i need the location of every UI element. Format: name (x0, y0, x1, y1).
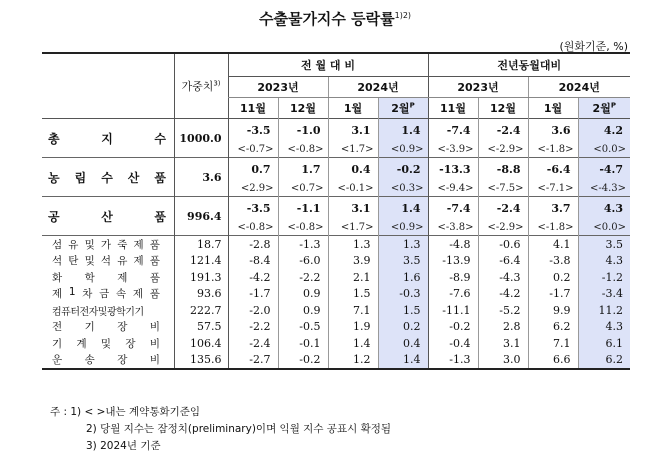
header-yoy-m12: 12월 (478, 98, 528, 119)
label-char: 공 (48, 209, 60, 224)
value-cell: -7.4 (428, 197, 478, 220)
value-cell: -4.7 (578, 158, 630, 181)
value-cell: 0.2 (378, 319, 428, 336)
value-cell: 7.1 (528, 335, 578, 352)
row-label (42, 352, 174, 370)
label-char: 기 (84, 321, 95, 334)
label-char: 학 (84, 271, 95, 284)
footnote-1: 주 : 1) < >내는 계약통화기준임 (50, 406, 201, 418)
value-cell: 2.8 (478, 319, 528, 336)
table-row (42, 352, 630, 370)
row-label (42, 319, 174, 336)
label-char: 1 (68, 286, 76, 299)
contract-cell: <0.9> (378, 141, 428, 158)
header-weight: 가중치$^{3)}$ (174, 53, 228, 119)
table-row (42, 236, 630, 253)
label-char: 석 (52, 255, 63, 268)
value-cell: 1.4 (378, 119, 428, 142)
value-cell: 11.2 (578, 302, 630, 319)
header-yoy-2023: 2023년 (428, 77, 528, 98)
table-row (42, 253, 630, 270)
table-row (42, 302, 630, 319)
label-char: 장 (117, 321, 128, 334)
header-m12: 12월 (278, 98, 328, 119)
label-char: 운 (52, 354, 63, 367)
label-char: 총 (48, 131, 60, 146)
table-body (42, 119, 630, 370)
value-cell: 6.2 (578, 352, 630, 370)
header-m11: 11월 (228, 98, 278, 119)
table-row (42, 286, 630, 303)
value-cell: -1.7 (228, 286, 278, 303)
value-cell: 0.9 (278, 286, 328, 303)
contract-cell: <-7.5> (478, 180, 528, 197)
contract-cell: <1.7> (328, 141, 378, 158)
row-label (42, 253, 174, 270)
contract-cell: <-3.9> (428, 141, 478, 158)
label-char: 비 (149, 337, 160, 350)
value-cell: 1.5 (378, 302, 428, 319)
value-cell: -0.3 (378, 286, 428, 303)
contract-cell: <-1.8> (528, 141, 578, 158)
contract-cell: <2.9> (228, 180, 278, 197)
label-char: 화 (52, 271, 63, 284)
value-cell: 3.7 (528, 197, 578, 220)
value-cell: 4.3 (578, 253, 630, 270)
value-cell: -2.2 (278, 269, 328, 286)
contract-cell: <0.7> (278, 180, 328, 197)
label-char: 가 (100, 238, 112, 251)
value-cell: -1.0 (278, 119, 328, 142)
label-char: 제 (132, 288, 144, 301)
value-cell: -1.3 (278, 236, 328, 253)
value-cell: -2.4 (478, 119, 528, 142)
footnotes (50, 404, 391, 455)
value-cell: -4.2 (478, 286, 528, 303)
value-cell: -4.8 (428, 236, 478, 253)
label-char: 컴퓨터전자및광학기기 (52, 306, 144, 318)
value-cell: -2.4 (478, 197, 528, 220)
value-cell: -3.5 (228, 119, 278, 142)
value-cell: 7.1 (328, 302, 378, 319)
weight-cell: 222.7 (174, 302, 228, 319)
value-cell: 1.4 (378, 197, 428, 220)
label-char: 석 (100, 255, 112, 268)
contract-cell: <-0.8> (278, 219, 328, 236)
value-cell: 9.9 (528, 302, 578, 319)
header-yoy-m2: 2월$^P$ (578, 98, 630, 119)
contract-cell: <-0.7> (228, 141, 278, 158)
table-row (42, 335, 630, 352)
label-char: 계 (76, 337, 87, 350)
value-cell: -2.7 (228, 352, 278, 370)
value-cell: 1.9 (328, 319, 378, 336)
value-cell: 6.2 (528, 319, 578, 336)
value-cell: -3.8 (528, 253, 578, 270)
value-cell: -2.2 (228, 319, 278, 336)
header-yoy-m1: 1월 (528, 98, 578, 119)
value-cell: 1.2 (328, 352, 378, 370)
value-cell: 3.0 (478, 352, 528, 370)
header-mom-2024: 2024년 (328, 77, 428, 98)
value-cell: 3.1 (328, 197, 378, 220)
value-cell: 1.4 (378, 352, 428, 370)
label-char: 수 (154, 131, 166, 146)
value-cell: 0.4 (378, 335, 428, 352)
table-row (42, 119, 630, 142)
value-cell: -0.6 (478, 236, 528, 253)
weight-cell: 93.6 (174, 286, 228, 303)
label-char: 품 (149, 255, 160, 268)
label-char: 품 (149, 271, 160, 284)
weight-cell: 57.5 (174, 319, 228, 336)
value-cell: -1.1 (278, 197, 328, 220)
label-char: 탄 (68, 255, 79, 268)
value-cell: 4.3 (578, 197, 630, 220)
contract-cell: <0.0> (578, 219, 630, 236)
row-label (42, 335, 174, 352)
contract-cell: <-0.8> (228, 219, 278, 236)
row-label (42, 286, 174, 303)
label-char: 및 (84, 238, 95, 251)
contract-cell: <-1.8> (528, 219, 578, 236)
value-cell: -8.4 (228, 253, 278, 270)
value-cell: 1.5 (328, 286, 378, 303)
value-cell: -1.7 (528, 286, 578, 303)
contract-cell: <-0.8> (278, 141, 328, 158)
value-cell: -1.3 (428, 352, 478, 370)
label-char: 수 (101, 170, 113, 185)
value-cell: -0.2 (428, 319, 478, 336)
contract-cell: <0.9> (378, 219, 428, 236)
value-cell: -6.4 (478, 253, 528, 270)
header-mom-2023: 2023년 (228, 77, 328, 98)
value-cell: -0.5 (278, 319, 328, 336)
value-cell: -13.3 (428, 158, 478, 181)
contract-cell: <-2.9> (478, 141, 528, 158)
value-cell: 2.1 (328, 269, 378, 286)
value-cell: 1.4 (328, 335, 378, 352)
value-cell: 3.5 (578, 236, 630, 253)
contract-cell: <0.3> (378, 180, 428, 197)
label-char: 품 (154, 209, 166, 224)
value-cell: -5.2 (478, 302, 528, 319)
value-cell: -3.4 (578, 286, 630, 303)
value-cell: 3.1 (328, 119, 378, 142)
value-cell: -2.4 (228, 335, 278, 352)
weight-cell: 121.4 (174, 253, 228, 270)
weight-cell: 106.4 (174, 335, 228, 352)
weight-cell: 135.6 (174, 352, 228, 370)
label-char: 산 (127, 170, 140, 185)
row-label (42, 197, 174, 236)
value-cell: 3.1 (478, 335, 528, 352)
value-cell: 0.4 (328, 158, 378, 181)
value-cell: -4.3 (478, 269, 528, 286)
value-cell: 4.2 (578, 119, 630, 142)
label-char: 송 (84, 354, 95, 367)
header-yoy-m11: 11월 (428, 98, 478, 119)
value-cell: -7.4 (428, 119, 478, 142)
header-m1: 1월 (328, 98, 378, 119)
table-row (42, 269, 630, 286)
value-cell: 3.9 (328, 253, 378, 270)
footnote-2: 2) 당월 지수는 잠정치(preliminary)이며 익월 지수 공표시 확정됨 (86, 423, 392, 435)
contract-cell: <-7.1> (528, 180, 578, 197)
value-cell: -2.8 (228, 236, 278, 253)
weight-cell: 1000.0 (174, 119, 228, 158)
contract-cell: <-0.1> (328, 180, 378, 197)
row-label (42, 236, 174, 253)
row-label (42, 302, 174, 319)
weight-cell: 996.4 (174, 197, 228, 236)
label-char: 유 (117, 255, 128, 268)
value-cell: -8.9 (428, 269, 478, 286)
value-cell: -6.0 (278, 253, 328, 270)
value-cell: 3.5 (378, 253, 428, 270)
footnote-3: 3) 2024년 기준 (86, 440, 161, 452)
label-char: 품 (149, 288, 160, 301)
value-cell: -4.2 (228, 269, 278, 286)
label-char: 산 (101, 209, 113, 224)
value-cell: -0.1 (278, 335, 328, 352)
label-char: 품 (149, 238, 160, 251)
label-char: 장 (117, 354, 128, 367)
value-cell: -13.9 (428, 253, 478, 270)
contract-cell: <1.7> (328, 219, 378, 236)
table-row (42, 319, 630, 336)
value-cell: -0.2 (378, 158, 428, 181)
label-char: 및 (100, 337, 112, 350)
header-yoy-2024: 2024년 (528, 77, 630, 98)
value-cell: 1.7 (278, 158, 328, 181)
export-price-table (42, 52, 630, 370)
label-char: 농 (48, 170, 60, 185)
label-char: 비 (149, 321, 160, 334)
value-cell: -3.5 (228, 197, 278, 220)
value-cell: 0.2 (528, 269, 578, 286)
label-char: 장 (125, 337, 136, 350)
value-cell: -8.8 (478, 158, 528, 181)
value-cell: -2.0 (228, 302, 278, 319)
label-char: 품 (154, 170, 166, 185)
weight-cell: 191.3 (174, 269, 228, 286)
value-cell: -7.6 (428, 286, 478, 303)
value-cell: 0.9 (278, 302, 328, 319)
value-cell: -0.2 (278, 352, 328, 370)
contract-cell: <-4.3> (578, 180, 630, 197)
value-cell: -6.4 (528, 158, 578, 181)
value-cell: 1.6 (378, 269, 428, 286)
label-char: 속 (116, 288, 127, 301)
label-char: 비 (149, 354, 160, 367)
page-title: 수출물가지수 등락률$^{1)2)}$ (258, 10, 412, 28)
weight-cell: 18.7 (174, 236, 228, 253)
row-label (42, 158, 174, 197)
header-m2: 2월$^P$ (378, 98, 428, 119)
label-char: 지 (101, 131, 113, 146)
value-cell: 0.7 (228, 158, 278, 181)
label-char: 죽 (117, 238, 128, 251)
value-cell: 4.1 (528, 236, 578, 253)
table-row (42, 197, 630, 220)
label-char: 제 (133, 255, 144, 268)
value-cell: -11.1 (428, 302, 478, 319)
unit-label: (원화기준, %) (559, 40, 628, 53)
contract-cell: <-9.4> (428, 180, 478, 197)
value-cell: 6.6 (528, 352, 578, 370)
value-cell: 1.3 (328, 236, 378, 253)
value-cell: -1.2 (578, 269, 630, 286)
label-char: 및 (84, 255, 95, 268)
value-cell: 1.3 (378, 236, 428, 253)
value-cell: 6.1 (578, 335, 630, 352)
value-cell: -0.4 (428, 335, 478, 352)
label-char: 제 (133, 238, 144, 251)
header-corner (42, 53, 174, 119)
label-char: 금 (99, 288, 110, 301)
row-label (42, 269, 174, 286)
label-char: 기 (52, 337, 63, 350)
row-label (42, 119, 174, 158)
label-char: 제 (52, 288, 63, 301)
contract-cell: <-3.8> (428, 219, 478, 236)
header-yoy: 전년동월대비 (428, 53, 630, 77)
label-char: 림 (74, 170, 87, 185)
label-char: 유 (68, 238, 79, 251)
contract-cell: <-2.9> (478, 219, 528, 236)
contract-cell: <0.0> (578, 141, 630, 158)
label-char: 섬 (52, 238, 63, 251)
header-mom: 전 월 대 비 (228, 53, 428, 77)
label-char: 전 (52, 321, 63, 334)
label-char: 차 (82, 288, 93, 301)
table-row (42, 158, 630, 181)
label-char: 제 (117, 271, 128, 284)
value-cell: 4.3 (578, 319, 630, 336)
weight-cell: 3.6 (174, 158, 228, 197)
value-cell: 3.6 (528, 119, 578, 142)
